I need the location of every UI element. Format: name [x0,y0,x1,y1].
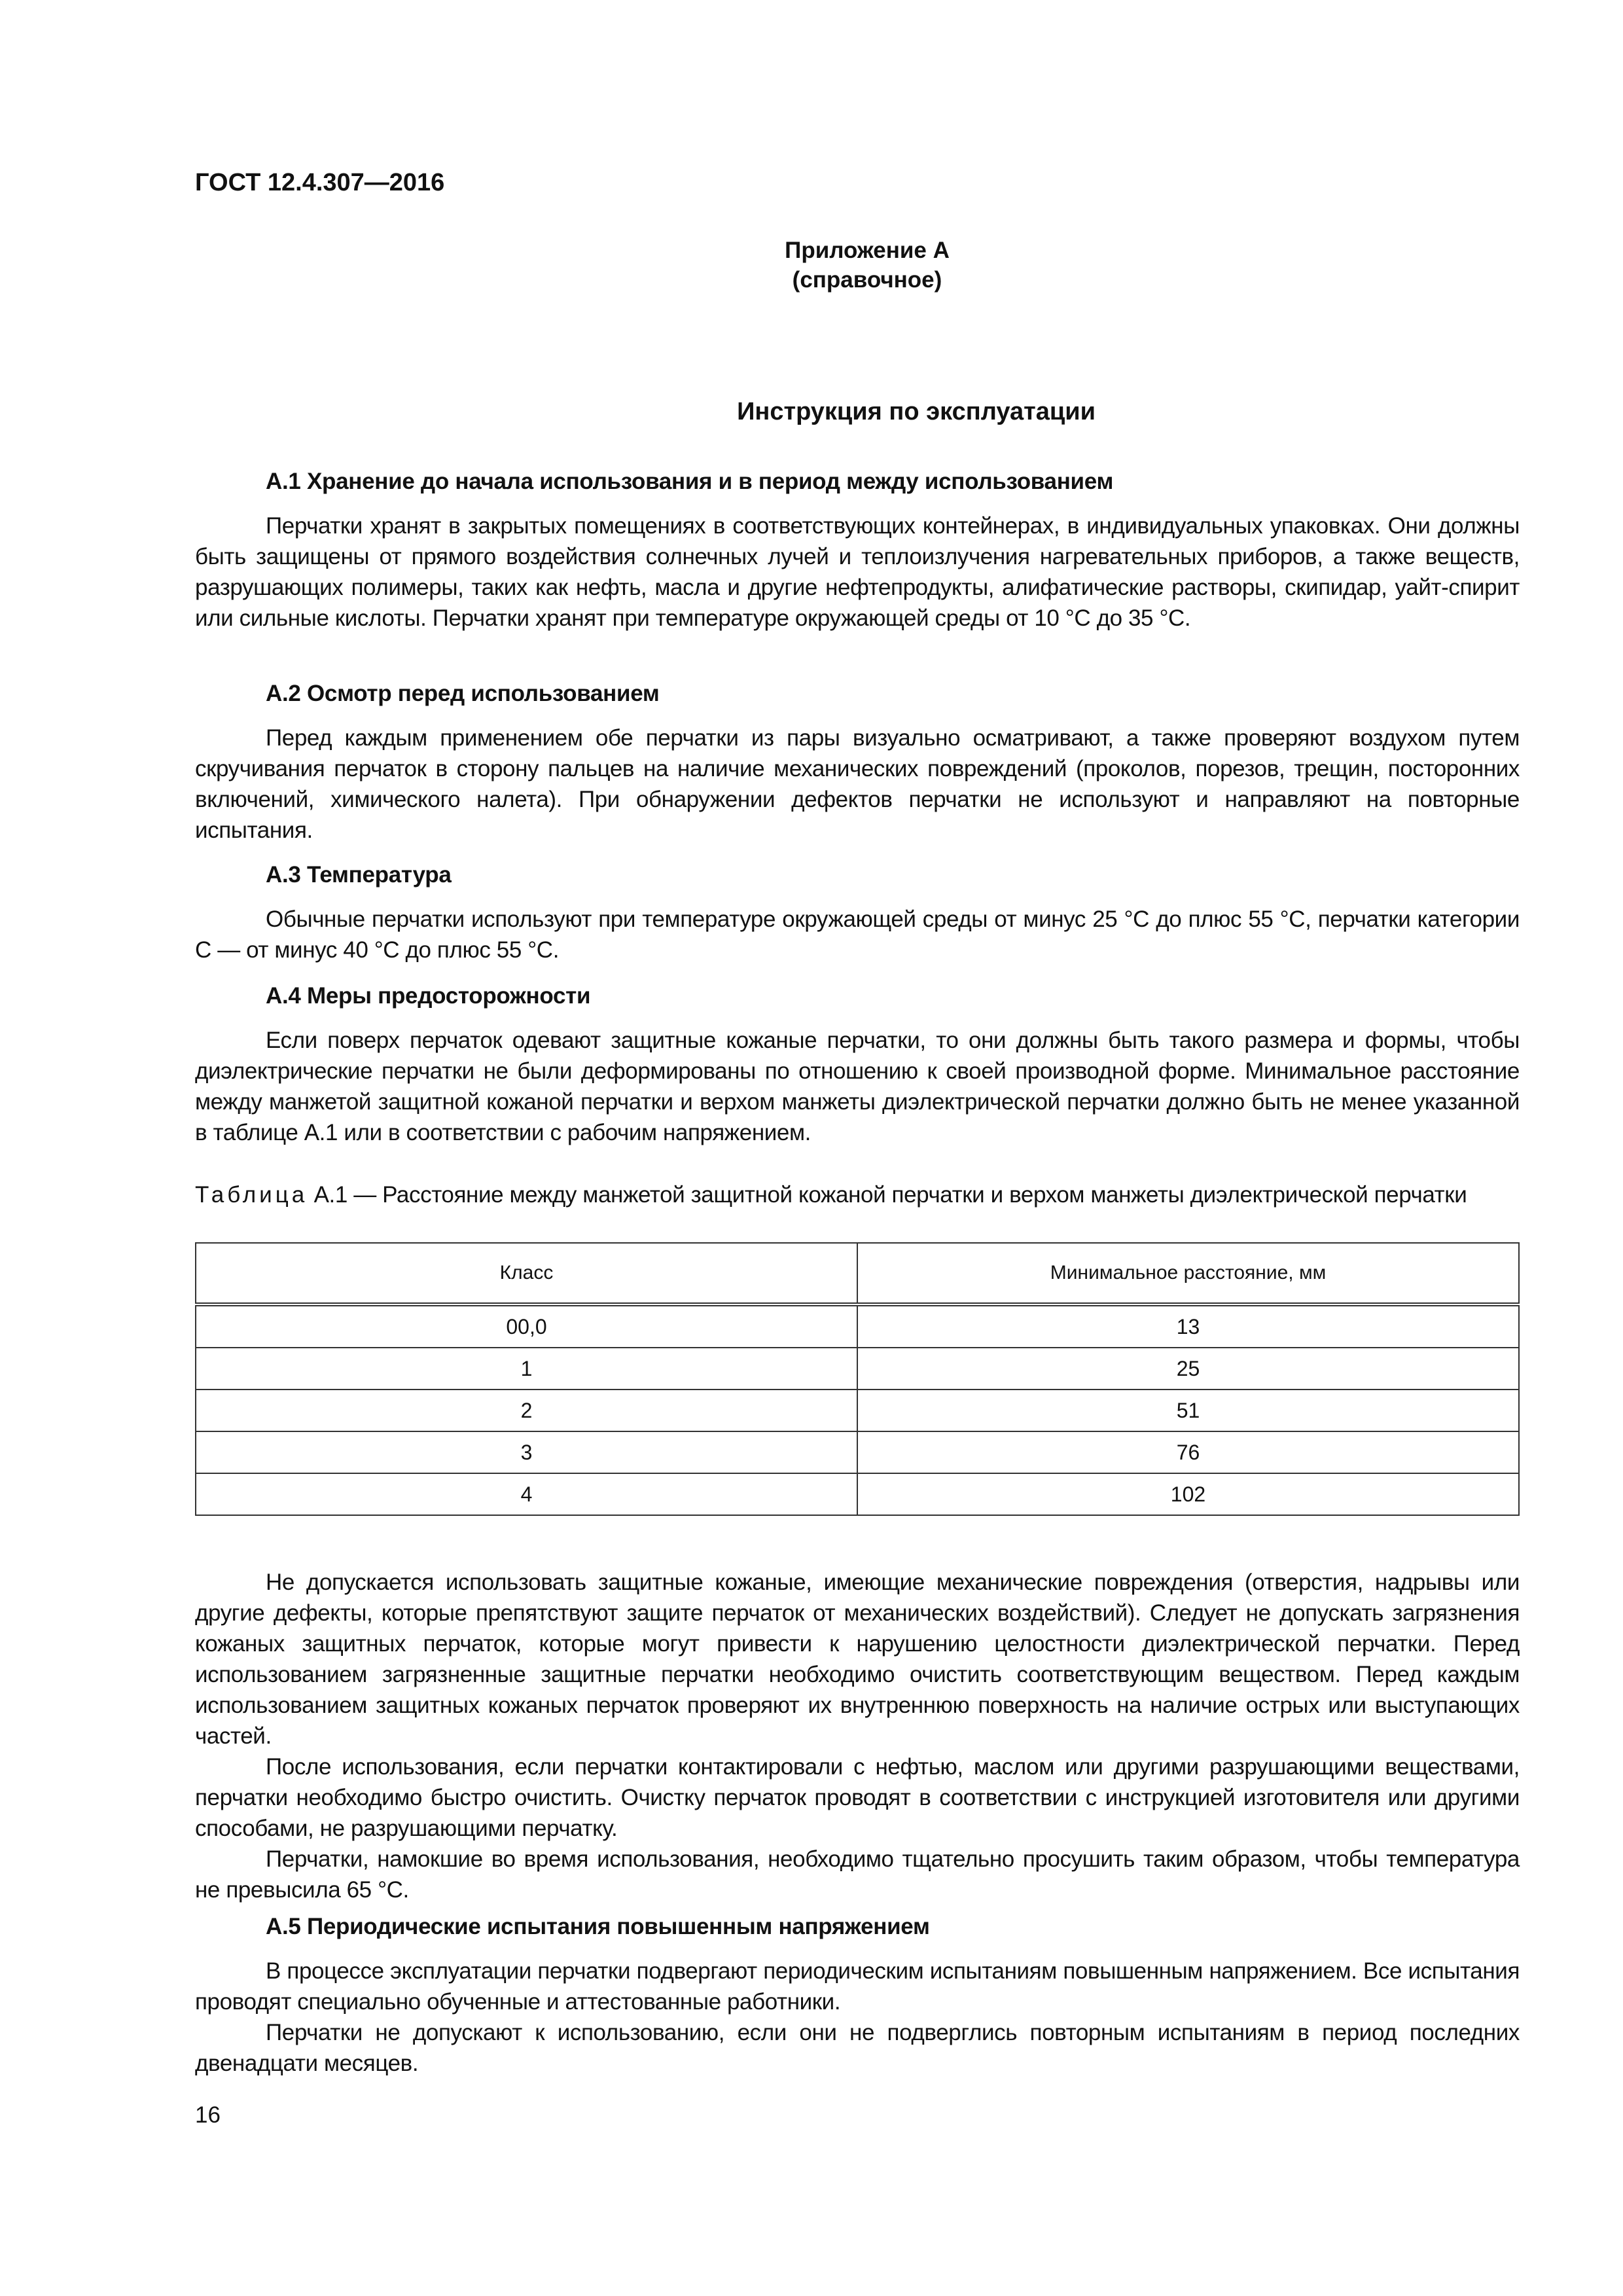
cell-class: 1 [196,1348,857,1390]
section-a3 [195,859,1520,965]
table-row [196,1473,1519,1515]
table-row [196,1304,1519,1348]
cell-class: 4 [196,1473,857,1515]
paragraph: После использования, если перчатки контактировали с нефтью, маслом или другими разрушающими веществами, перчатки необходимо быстро очистить. Очистку перчаток проводят в соответствии с инструкцией изготовителя или другими способами, не разрушающими перчатку. [195,1754,1520,1841]
section-heading: А.4 Меры предосторожности [266,983,591,1009]
paragraph: Не допускается использовать защитные кожаные, имеющие механические повреждения (отверстия, надрывы или другие дефекты, которые препятствуют защите перчаток от механических воздействий). Следует не допускать загрязнения кожаных защитных перчаток, которые могут привести к нарушению целостности диэлектрической перчатки. Перед использованием загрязненные защитные перчатки необходимо очистить соответствующим веществом. Перед каждым использованием защитных кожаных перчаток проверяют их внутреннюю поверхность на наличие острых или выступающих частей. [195,1570,1520,1749]
section-a1 [195,466,1520,634]
annex-title: Приложение А [785,238,950,263]
table-header-row [196,1243,1519,1304]
cell-class: 2 [196,1390,857,1431]
table-caption-text: А.1 — Расстояние между манжетой защитной кожаной перчатки и верхом манжеты диэлектрической перчатки [313,1182,1467,1208]
section-heading: А.5 Периодические испытания повышенным напряжением [266,1914,930,1939]
section-heading: А.3 Температура [266,862,452,888]
paragraph: Перед каждым применением обе перчатки из пары визуально осматривают, а также проверяют воздухом путем скручивания перчаток в сторону пальцев на наличие механических повреждений (проколов, порезов, трещин, посторонних включений, химического налета). При обнаружении дефектов перчатки не используют и направляют на повторные испытания. [195,725,1520,843]
section-a2 [195,678,1520,846]
after-table-text [195,1567,1520,1905]
cell-distance: 13 [857,1304,1519,1348]
table-row [196,1348,1519,1390]
cell-distance: 25 [857,1348,1519,1390]
paragraph: В процессе эксплуатации перчатки подвергают периодическим испытаниям повышенным напряжением. Все испытания проводят специально обученные и аттестованные работники. [195,1958,1520,2015]
paragraph: Если поверх перчаток одевают защитные кожаные перчатки, то они должны быть такого размера и формы, чтобы диэлектрические перчатки не были деформированы по отношению к своей производной форме. Минимальное расстояние между манжетой защитной кожаной перчатки и верхом манжеты диэлектрической перчатки должно быть не менее указанной в таблице А.1 или в соответствии с рабочим напряжением. [195,1028,1520,1145]
document-number: ГОСТ 12.4.307—2016 [195,169,445,196]
section-heading: А.2 Осмотр перед использованием [266,681,660,706]
table-caption-label: Таблица [195,1182,308,1208]
section-a5 [195,1911,1520,2079]
distance-table [195,1242,1520,1516]
section-heading: А.1 Хранение до начала использования и в период между использованием [266,469,1114,494]
column-header-distance: Минимальное расстояние, мм [857,1243,1519,1304]
cell-distance: 102 [857,1473,1519,1515]
paragraph: Перчатки не допускают к использованию, если они не подверглись повторным испытаниям в период последних двенадцати месяцев. [195,2020,1520,2076]
cell-distance: 51 [857,1390,1519,1431]
cell-class: 3 [196,1431,857,1473]
table-caption [195,1179,1520,1210]
cell-class: 00,0 [196,1304,857,1348]
paragraph: Перчатки, намокшие во время использования, необходимо тщательно просушить таким образом, чтобы температура не превысила 65 °С. [195,1846,1520,1903]
table-row [196,1390,1519,1431]
main-title: Инструкция по эксплуатации [737,398,1096,425]
page-number: 16 [195,2102,221,2128]
table-row [196,1431,1519,1473]
paragraph: Обычные перчатки используют при температуре окружающей среды от минус 25 °С до плюс 55 °С, перчатки категории С — от минус 40 °С до плюс 55 °С. [195,906,1520,963]
paragraph: Перчатки хранят в закрытых помещениях в соответствующих контейнерах, в индивидуальных упаковках. Они должны быть защищены от прямого воздействия солнечных лучей и теплоизлучения нагревательных приборов, а также веществ, разрушающих полимеры, таких как нефть, масла и другие нефтепродукты, алифатические растворы, скипидар, уайт-спирит или сильные кислоты. Перчатки хранят при температуре окружающей среды от 10 °С до 35 °С. [195,513,1520,631]
cell-distance: 76 [857,1431,1519,1473]
section-a4 [195,980,1520,1148]
column-header-class: Класс [196,1243,857,1304]
annex-subtitle: (справочное) [792,267,942,293]
